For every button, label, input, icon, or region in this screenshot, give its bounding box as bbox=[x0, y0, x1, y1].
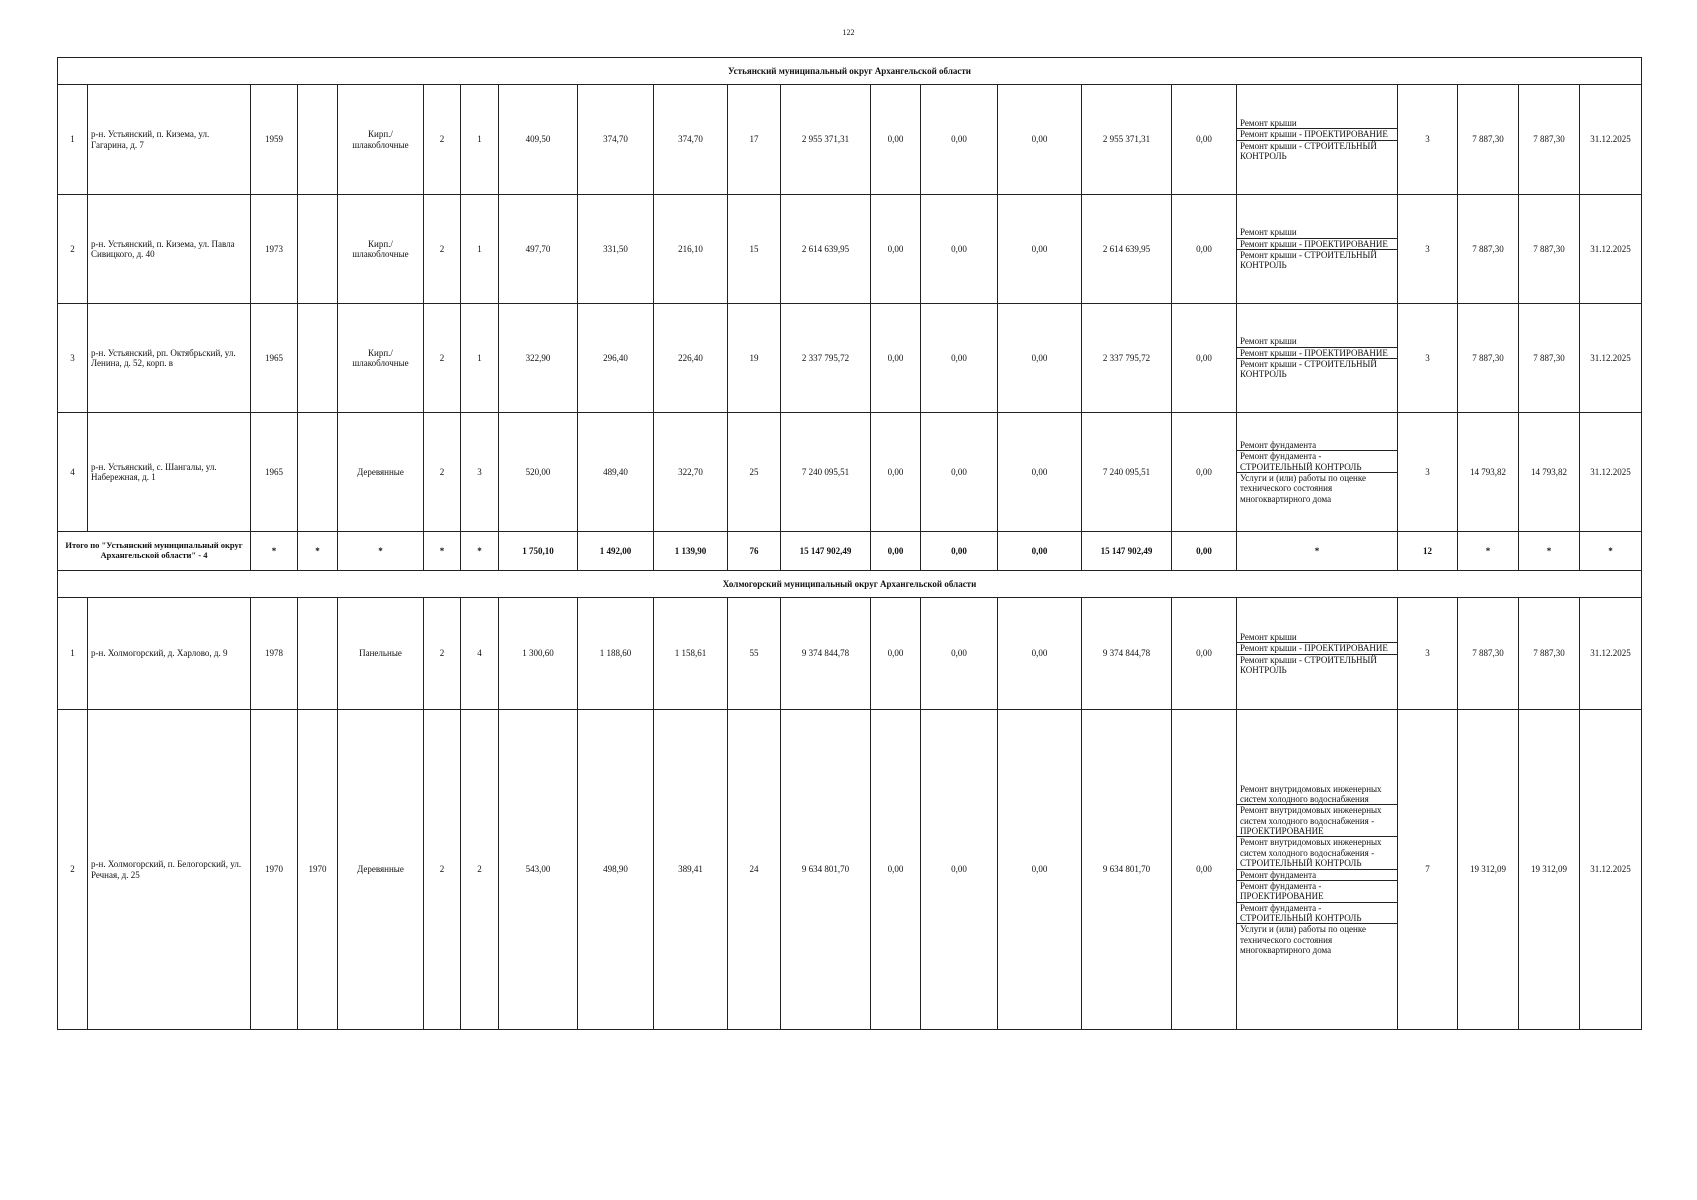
cell-fund-reg: 0,00 bbox=[921, 598, 998, 710]
cell-num: 3 bbox=[58, 304, 88, 413]
total-works: * bbox=[1237, 532, 1398, 571]
work-item: Ремонт внутридомовых инженерных систем холодного водоснабжения - ПРОЕКТИРОВАНИЕ bbox=[1237, 804, 1397, 836]
cell-num: 1 bbox=[58, 598, 88, 710]
works-list bbox=[1237, 118, 1397, 161]
cell-fund-loc: 0,00 bbox=[998, 195, 1082, 304]
cell-residents: 25 bbox=[728, 413, 781, 532]
cell-entrances: 1 bbox=[461, 85, 499, 195]
work-item: Ремонт крыши bbox=[1240, 227, 1297, 238]
cell-year-built: 1973 bbox=[251, 195, 298, 304]
cell-residents: 15 bbox=[728, 195, 781, 304]
cell-fund-other: 0,00 bbox=[1172, 195, 1237, 304]
cell-area-total: 322,90 bbox=[499, 304, 578, 413]
work-item: Ремонт крыши - СТРОИТЕЛЬНЫЙ КОНТРОЛЬ bbox=[1237, 140, 1397, 162]
cell-fund-owners: 2 614 639,95 bbox=[1082, 195, 1172, 304]
cell-address: р-н. Устьянский, с. Шангалы, ул. Набережная, д. 1 bbox=[88, 413, 251, 532]
work-item: Ремонт крыши bbox=[1240, 117, 1297, 128]
works-cell bbox=[1237, 710, 1398, 1030]
works-cell bbox=[1237, 304, 1398, 413]
cell-area-residential: 389,41 bbox=[654, 710, 728, 1030]
cell-deadline: 31.12.2025 bbox=[1580, 304, 1642, 413]
total-c6: * bbox=[424, 532, 461, 571]
repair-register-table bbox=[57, 57, 1642, 1030]
cell-year-overhaul: 1970 bbox=[298, 710, 338, 1030]
page-number: 122 bbox=[842, 28, 855, 37]
cell-works-count: 3 bbox=[1398, 85, 1458, 195]
cell-unit-cost: 7 887,30 bbox=[1458, 598, 1519, 710]
cell-year-overhaul bbox=[298, 85, 338, 195]
total-label: Итого по "Устьянский муниципальный округ Архангельской области" - 4 bbox=[58, 532, 251, 571]
cell-limit-cost: 14 793,82 bbox=[1519, 413, 1580, 532]
table-row bbox=[58, 710, 1642, 1030]
cell-fund-loc: 0,00 bbox=[998, 598, 1082, 710]
cell-fund-owners: 9 374 844,78 bbox=[1082, 598, 1172, 710]
cell-cost-total: 2 614 639,95 bbox=[781, 195, 871, 304]
total-c5: * bbox=[338, 532, 424, 571]
cell-fund-other: 0,00 bbox=[1172, 710, 1237, 1030]
cell-fund-fed: 0,00 bbox=[871, 304, 921, 413]
cell-year-overhaul bbox=[298, 413, 338, 532]
cell-works-count: 3 bbox=[1398, 598, 1458, 710]
cell-area-total: 520,00 bbox=[499, 413, 578, 532]
work-item: Ремонт крыши - СТРОИТЕЛЬНЫЙ КОНТРОЛЬ bbox=[1237, 249, 1397, 271]
cell-num: 2 bbox=[58, 710, 88, 1030]
cell-deadline: 31.12.2025 bbox=[1580, 710, 1642, 1030]
table-row bbox=[58, 413, 1642, 532]
work-item: Ремонт внутридомовых инженерных систем холодного водоснабжения bbox=[1240, 783, 1382, 805]
cell-entrances: 1 bbox=[461, 195, 499, 304]
cell-fund-other: 0,00 bbox=[1172, 304, 1237, 413]
cell-year-overhaul bbox=[298, 304, 338, 413]
cell-year-built: 1959 bbox=[251, 85, 298, 195]
cell-floors: 2 bbox=[424, 710, 461, 1030]
section-title: Устьянский муниципальный округ Архангельской области bbox=[58, 58, 1642, 85]
cell-floors: 2 bbox=[424, 195, 461, 304]
cell-unit-cost: 19 312,09 bbox=[1458, 710, 1519, 1030]
works-list bbox=[1237, 632, 1397, 675]
cell-address: р-н. Холмогорский, п. Белогорский, ул. Речная, д. 25 bbox=[88, 710, 251, 1030]
cell-fund-reg: 0,00 bbox=[921, 304, 998, 413]
cell-num: 2 bbox=[58, 195, 88, 304]
total-fund-owners: 15 147 902,49 bbox=[1082, 532, 1172, 571]
cell-wall: Кирп./ шлакоблочные bbox=[338, 85, 424, 195]
total-fund-fed: 0,00 bbox=[871, 532, 921, 571]
cell-wall: Панельные bbox=[338, 598, 424, 710]
cell-address: р-н. Холмогорский, д. Харлово, д. 9 bbox=[88, 598, 251, 710]
cell-address: р-н. Устьянский, рп. Октябрьский, ул. Ленина, д. 52, корп. в bbox=[88, 304, 251, 413]
work-item: Ремонт фундамента bbox=[1237, 869, 1397, 880]
works-list bbox=[1237, 227, 1397, 270]
cell-deadline: 31.12.2025 bbox=[1580, 85, 1642, 195]
table-row bbox=[58, 195, 1642, 304]
cell-residents: 24 bbox=[728, 710, 781, 1030]
cell-cost-total: 9 374 844,78 bbox=[781, 598, 871, 710]
cell-deadline: 31.12.2025 bbox=[1580, 598, 1642, 710]
works-cell bbox=[1237, 598, 1398, 710]
cell-unit-cost: 7 887,30 bbox=[1458, 85, 1519, 195]
total-row bbox=[58, 532, 1642, 571]
total-c4: * bbox=[298, 532, 338, 571]
work-item: Ремонт крыши bbox=[1240, 336, 1297, 347]
cell-fund-other: 0,00 bbox=[1172, 413, 1237, 532]
cell-entrances: 2 bbox=[461, 710, 499, 1030]
cell-area-residential: 216,10 bbox=[654, 195, 728, 304]
cell-limit-cost: 7 887,30 bbox=[1519, 195, 1580, 304]
work-item: Ремонт фундамента - СТРОИТЕЛЬНЫЙ КОНТРОЛЬ bbox=[1237, 902, 1397, 924]
cell-fund-loc: 0,00 bbox=[998, 413, 1082, 532]
section-title: Холмогорский муниципальный округ Архангельской области bbox=[58, 571, 1642, 598]
total-works-count: 12 bbox=[1398, 532, 1458, 571]
total-fund-loc: 0,00 bbox=[998, 532, 1082, 571]
works-list bbox=[1237, 336, 1397, 379]
cell-year-overhaul bbox=[298, 598, 338, 710]
total-cost-total: 15 147 902,49 bbox=[781, 532, 871, 571]
cell-area-living: 489,40 bbox=[578, 413, 654, 532]
cell-limit-cost: 19 312,09 bbox=[1519, 710, 1580, 1030]
cell-limit-cost: 7 887,30 bbox=[1519, 304, 1580, 413]
cell-area-living: 374,70 bbox=[578, 85, 654, 195]
cell-wall: Деревянные bbox=[338, 710, 424, 1030]
total-limit-cost: * bbox=[1519, 532, 1580, 571]
work-item: Услуги и (или) работы по оценке технического состояния многоквартирного дома bbox=[1237, 472, 1397, 504]
total-unit-cost: * bbox=[1458, 532, 1519, 571]
cell-residents: 19 bbox=[728, 304, 781, 413]
cell-fund-reg: 0,00 bbox=[921, 710, 998, 1030]
work-item: Ремонт фундамента - СТРОИТЕЛЬНЫЙ КОНТРОЛЬ bbox=[1237, 450, 1397, 472]
cell-cost-total: 9 634 801,70 bbox=[781, 710, 871, 1030]
cell-unit-cost: 14 793,82 bbox=[1458, 413, 1519, 532]
section-header-row bbox=[58, 58, 1642, 85]
work-item: Ремонт крыши - ПРОЕКТИРОВАНИЕ bbox=[1237, 238, 1397, 249]
cell-deadline: 31.12.2025 bbox=[1580, 195, 1642, 304]
work-item: Ремонт крыши - ПРОЕКТИРОВАНИЕ bbox=[1237, 642, 1397, 653]
cell-unit-cost: 7 887,30 bbox=[1458, 304, 1519, 413]
cell-fund-other: 0,00 bbox=[1172, 85, 1237, 195]
cell-year-built: 1965 bbox=[251, 413, 298, 532]
cell-residents: 17 bbox=[728, 85, 781, 195]
total-c7: * bbox=[461, 532, 499, 571]
cell-year-built: 1978 bbox=[251, 598, 298, 710]
cell-address: р-н. Устьянский, п. Кизема, ул. Гагарина, д. 7 bbox=[88, 85, 251, 195]
cell-works-count: 3 bbox=[1398, 195, 1458, 304]
cell-wall: Кирп./ шлакоблочные bbox=[338, 195, 424, 304]
work-item: Ремонт крыши - СТРОИТЕЛЬНЫЙ КОНТРОЛЬ bbox=[1237, 654, 1397, 676]
cell-fund-reg: 0,00 bbox=[921, 85, 998, 195]
table-row bbox=[58, 85, 1642, 195]
cell-entrances: 4 bbox=[461, 598, 499, 710]
total-residents: 76 bbox=[728, 532, 781, 571]
cell-floors: 2 bbox=[424, 413, 461, 532]
cell-year-overhaul bbox=[298, 195, 338, 304]
cell-works-count: 3 bbox=[1398, 304, 1458, 413]
cell-floors: 2 bbox=[424, 85, 461, 195]
total-fund-other: 0,00 bbox=[1172, 532, 1237, 571]
cell-fund-owners: 2 337 795,72 bbox=[1082, 304, 1172, 413]
cell-area-total: 1 300,60 bbox=[499, 598, 578, 710]
cell-area-residential: 1 158,61 bbox=[654, 598, 728, 710]
cell-floors: 2 bbox=[424, 304, 461, 413]
cell-num: 4 bbox=[58, 413, 88, 532]
cell-unit-cost: 7 887,30 bbox=[1458, 195, 1519, 304]
works-cell bbox=[1237, 195, 1398, 304]
cell-fund-owners: 9 634 801,70 bbox=[1082, 710, 1172, 1030]
section-header-row bbox=[58, 571, 1642, 598]
table-row bbox=[58, 304, 1642, 413]
total-c3: * bbox=[251, 532, 298, 571]
work-item: Ремонт фундамента bbox=[1240, 439, 1317, 450]
work-item: Ремонт крыши - ПРОЕКТИРОВАНИЕ bbox=[1237, 128, 1397, 139]
cell-works-count: 7 bbox=[1398, 710, 1458, 1030]
cell-area-total: 543,00 bbox=[499, 710, 578, 1030]
cell-fund-fed: 0,00 bbox=[871, 710, 921, 1030]
cell-fund-owners: 2 955 371,31 bbox=[1082, 85, 1172, 195]
cell-area-residential: 226,40 bbox=[654, 304, 728, 413]
cell-year-built: 1965 bbox=[251, 304, 298, 413]
work-item: Ремонт крыши bbox=[1240, 631, 1297, 642]
work-item: Ремонт крыши - СТРОИТЕЛЬНЫЙ КОНТРОЛЬ bbox=[1237, 358, 1397, 380]
cell-fund-fed: 0,00 bbox=[871, 413, 921, 532]
works-cell bbox=[1237, 85, 1398, 195]
cell-fund-loc: 0,00 bbox=[998, 710, 1082, 1030]
cell-wall: Деревянные bbox=[338, 413, 424, 532]
cell-area-total: 497,70 bbox=[499, 195, 578, 304]
total-area-residential: 1 139,90 bbox=[654, 532, 728, 571]
works-list bbox=[1237, 440, 1397, 504]
cell-deadline: 31.12.2025 bbox=[1580, 413, 1642, 532]
cell-limit-cost: 7 887,30 bbox=[1519, 598, 1580, 710]
cell-fund-owners: 7 240 095,51 bbox=[1082, 413, 1172, 532]
cell-area-total: 409,50 bbox=[499, 85, 578, 195]
cell-fund-loc: 0,00 bbox=[998, 85, 1082, 195]
work-item: Ремонт внутридомовых инженерных систем холодного водоснабжения - СТРОИТЕЛЬНЫЙ КОНТРОЛЬ bbox=[1237, 836, 1397, 868]
cell-entrances: 3 bbox=[461, 413, 499, 532]
cell-fund-loc: 0,00 bbox=[998, 304, 1082, 413]
table-row bbox=[58, 598, 1642, 710]
cell-area-living: 498,90 bbox=[578, 710, 654, 1030]
total-area-total: 1 750,10 bbox=[499, 532, 578, 571]
total-area-living: 1 492,00 bbox=[578, 532, 654, 571]
work-item: Ремонт крыши - ПРОЕКТИРОВАНИЕ bbox=[1237, 347, 1397, 358]
total-fund-reg: 0,00 bbox=[921, 532, 998, 571]
cell-area-living: 331,50 bbox=[578, 195, 654, 304]
cell-works-count: 3 bbox=[1398, 413, 1458, 532]
cell-cost-total: 2 337 795,72 bbox=[781, 304, 871, 413]
cell-cost-total: 2 955 371,31 bbox=[781, 85, 871, 195]
cell-floors: 2 bbox=[424, 598, 461, 710]
cell-num: 1 bbox=[58, 85, 88, 195]
cell-area-residential: 374,70 bbox=[654, 85, 728, 195]
cell-fund-fed: 0,00 bbox=[871, 85, 921, 195]
work-item: Услуги и (или) работы по оценке технического состояния многоквартирного дома bbox=[1237, 923, 1397, 955]
cell-cost-total: 7 240 095,51 bbox=[781, 413, 871, 532]
cell-area-residential: 322,70 bbox=[654, 413, 728, 532]
cell-area-living: 296,40 bbox=[578, 304, 654, 413]
cell-wall: Кирп./ шлакоблочные bbox=[338, 304, 424, 413]
cell-year-built: 1970 bbox=[251, 710, 298, 1030]
cell-limit-cost: 7 887,30 bbox=[1519, 85, 1580, 195]
cell-fund-reg: 0,00 bbox=[921, 195, 998, 304]
cell-address: р-н. Устьянский, п. Кизема, ул. Павла Сивицкого, д. 40 bbox=[88, 195, 251, 304]
cell-fund-reg: 0,00 bbox=[921, 413, 998, 532]
cell-residents: 55 bbox=[728, 598, 781, 710]
cell-fund-fed: 0,00 bbox=[871, 195, 921, 304]
cell-fund-other: 0,00 bbox=[1172, 598, 1237, 710]
cell-fund-fed: 0,00 bbox=[871, 598, 921, 710]
works-list bbox=[1237, 784, 1397, 956]
cell-area-living: 1 188,60 bbox=[578, 598, 654, 710]
total-deadline: * bbox=[1580, 532, 1642, 571]
work-item: Ремонт фундамента - ПРОЕКТИРОВАНИЕ bbox=[1237, 880, 1397, 902]
works-cell bbox=[1237, 413, 1398, 532]
cell-entrances: 1 bbox=[461, 304, 499, 413]
